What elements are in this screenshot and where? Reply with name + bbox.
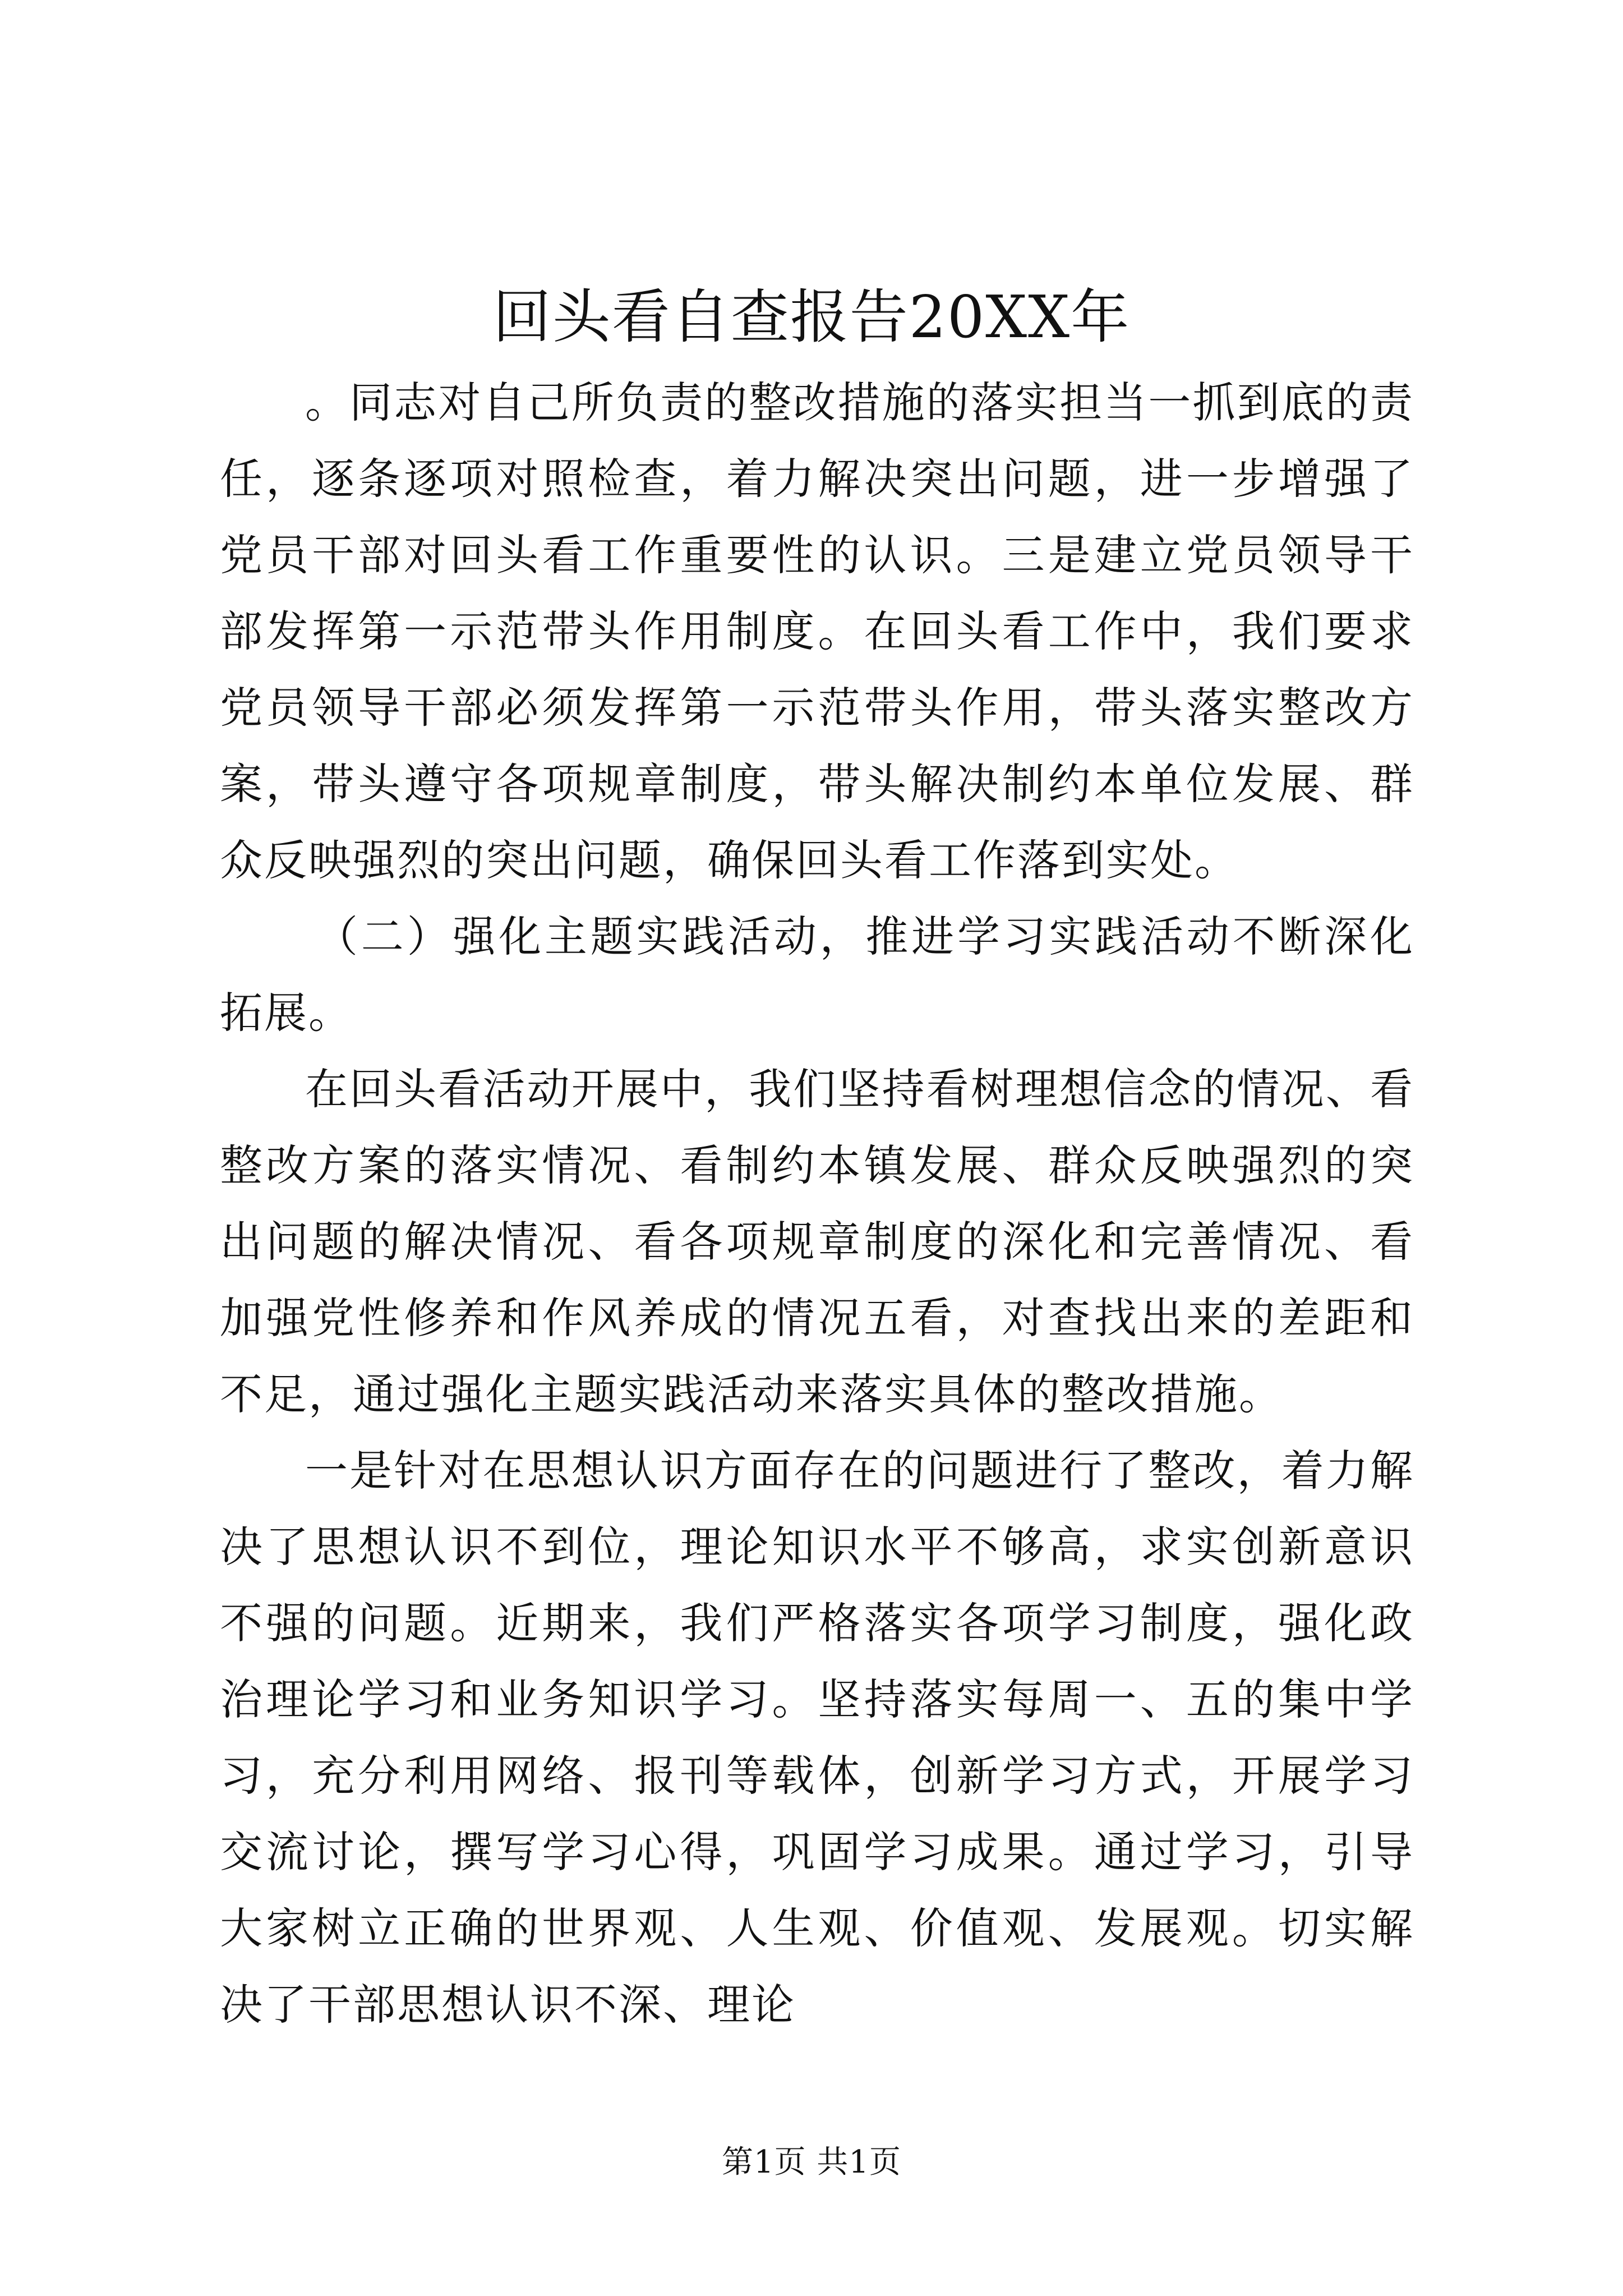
- page-footer: 第1页 共1页: [721, 2144, 902, 2180]
- document-title: 回头看自查报告20XX年: [492, 283, 1131, 351]
- paragraph-1: 。同志对自己所负责的整改措施的落实担当一抓到底的责任，逐条逐项对照检查，着力解决突出问题，进一步增强了党员干部对回头看工作重要性的认识。三是建立党员领导干部发挥第一示范带头作用制度。在回头看工作中，我们要求党员领导干部必须发挥第一示范带头作用，带头落实整改方案，带头遵守各项规章制度，带头解决制约本单位发展、群众反映强烈的突出问题，确保回头看工作落到实处。: [220, 378, 1414, 885]
- document-body: [220, 365, 1414, 2043]
- paragraph-3: 在回头看活动开展中，我们坚持看树理想信念的情况、看整改方案的落实情况、看制约本镇发展、群众反映强烈的突出问题的解决情况、看各项规章制度的深化和完善情况、看加强党性修养和作风养成的情况五看，对查找出来的差距和不足，通过强化主题实践活动来落实具体的整改措施。: [220, 1064, 1414, 1419]
- paragraph-4: 一是针对在思想认识方面存在的问题进行了整改，着力解决了思想认识不到位，理论知识水平不够高，求实创新意识不强的问题。近期来，我们严格落实各项学习制度，强化政治理论学习和业务知识学习。坚持落实每周一、五的集中学习，充分利用网络、报刊等载体，创新学习方式，开展学习交流讨论，撰写学习心得，巩固学习成果。通过学习，引导大家树立正确的世界观、人生观、价值观、发展观。切实解决了干部思想认识不深、理论: [220, 1446, 1414, 2030]
- paragraph-2-subheading: （二）强化主题实践活动，推进学习实践活动不断深化拓展。: [220, 912, 1414, 1038]
